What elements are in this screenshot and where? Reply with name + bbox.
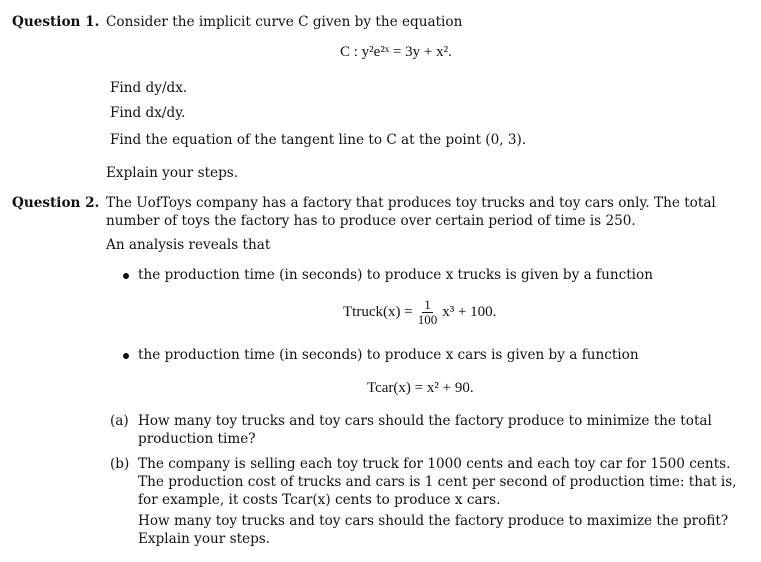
bullet-2-marker: [123, 353, 129, 359]
q1-part-a: [110, 80, 187, 97]
truck-equation-fraction: [416, 298, 440, 326]
question-2-analysis: An analysis reveals that: [106, 237, 271, 253]
q2-part-a-line-1: How many toy trucks and toy cars should the factory produce to minimize the total: [138, 413, 712, 429]
q2-part-b-line-4: How many toy trucks and toy cars should the factory produce to maximize the profit?: [138, 513, 729, 529]
q2-part-a-line-2: production time?: [138, 431, 256, 447]
truck-fraction-denominator: 100: [417, 311, 438, 327]
truck-equation-rhs: x³ + 100.: [442, 303, 497, 320]
bullet-1-marker: [123, 273, 129, 279]
question-1-equation: C : y²e²ˣ = 3y + x².: [340, 44, 452, 60]
question-1-label: Question 1.: [12, 14, 100, 30]
question-2-intro-line-1: The UofToys company has a factory that produces toy trucks and toy cars only. The total: [106, 195, 716, 211]
q2-part-b-line-2: The production cost of trucks and cars is 1 cent per second of production time: that is,: [138, 474, 737, 490]
question-1-intro: Consider the implicit curve C given by the equation: [106, 14, 463, 30]
bullet-1-text: the production time (in seconds) to produce x trucks is given by a function: [138, 267, 653, 283]
q1-part-c-text: Find the equation of the tangent line to C at the point (0, 3).: [110, 132, 527, 148]
question-1-closing: Explain your steps.: [106, 165, 239, 181]
bullet-2-text: the production time (in seconds) to produce x cars is given by a function: [138, 347, 639, 363]
q2-part-a-tag: (a): [110, 413, 129, 429]
truck-equation-lhs: Ttruck(x) =: [343, 303, 413, 320]
truck-fraction-numerator: 1: [424, 297, 431, 312]
question-2-intro-line-2: number of toys the factory has to produce over certain period of time is 250.: [106, 213, 636, 229]
car-equation: Tcar(x) = x² + 90.: [367, 380, 474, 396]
q1-part-c: [110, 132, 526, 149]
truck-equation: [343, 298, 496, 326]
q2-part-b-line-1: The company is selling each toy truck for 1000 cents and each toy car for 1500 cents.: [138, 456, 731, 472]
q1-part-b-text: Find dx/dy.: [110, 105, 186, 121]
q1-part-a-text: Find dy/dx.: [110, 80, 188, 96]
q1-part-b: [110, 105, 185, 122]
q2-part-b-line-3: for example, it costs Tcar(x) cents to produce x cars.: [138, 492, 501, 508]
q2-part-b-tag: (b): [110, 456, 130, 472]
question-2-label: Question 2.: [12, 195, 100, 211]
q2-part-b-line-5: Explain your steps.: [138, 531, 271, 547]
